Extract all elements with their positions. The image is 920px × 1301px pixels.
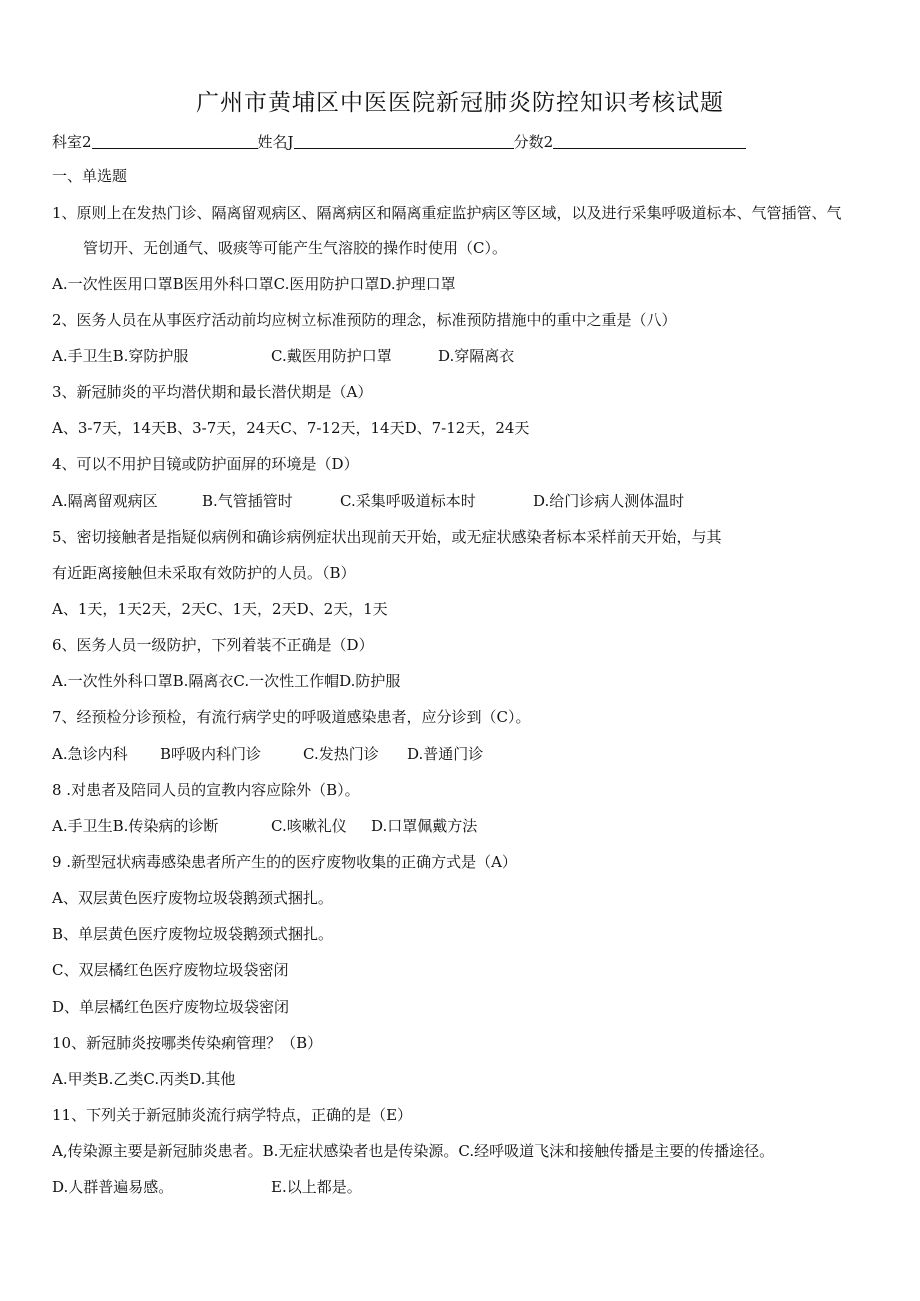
question-11-options-line2 [52, 1176, 362, 1198]
question-1-stem-line2: 管切开、无创通气、吸痰等可能产生气溶胶的操作时使用（C）。 [83, 239, 507, 257]
question-7-option-b: B呼吸内科门诊 [160, 745, 262, 763]
question-9-option-c: C、双层橘红色医疗废物垃圾袋密闭 [52, 961, 289, 979]
question-11-stem: 11、下列关于新冠肺炎流行病学特点，正确的是（E） [52, 1106, 413, 1124]
question-1-stem-line1: 1、原则上在发热门诊、隔离留观病区、隔离病区和隔离重症监护病区等区域，以及进行采集呼吸道标本、气管插管、气 [52, 204, 842, 222]
question-7-option-a: A.急诊内科 [52, 745, 128, 763]
question-4-option-a: A.隔离留观病区 [52, 492, 158, 510]
question-11-options-line1: A,传染源主要是新冠肺炎患者。B.无症状感染者也是传染源。C.经呼吸道飞沫和接触传播是主要的传播途径。 [52, 1142, 775, 1160]
question-5-stem-line1: 5、密切接触者是指疑似病例和确诊病例症状出现前天开始，或无症状感染者标本采样前天开始，与其 [52, 528, 722, 546]
question-9-stem: 9 .新型冠状病毒感染患者所产生的的医疗废物收集的正确方式是（A） [52, 853, 517, 871]
score-blank[interactable] [553, 133, 746, 149]
question-5-stem-line2: 有近距离接触但未采取有效防护的人员。（B） [52, 564, 356, 582]
question-4-option-b: B.气管插管时 [202, 492, 293, 510]
page-title: 广州市黄埔区中医医院新冠肺炎防控知识考核试题 [196, 90, 724, 116]
question-7-options [52, 743, 483, 765]
question-2-option-ab: A.手卫生B.穿防护服 [52, 347, 189, 365]
question-3-options: A、3-7天，14天B、3-7天，24天C、7-12天，14天D、7-12天，24天 [52, 419, 530, 437]
question-8-options [52, 815, 477, 837]
question-3-stem: 3、新冠肺炎的平均潜伏期和最长潜伏期是（A） [52, 383, 373, 401]
question-7-stem: 7、经预检分诊预检，有流行病学史的呼吸道感染患者，应分诊到（C）。 [52, 708, 531, 726]
question-2-options [52, 345, 514, 367]
question-9-option-d: D、单层橘红色医疗废物垃圾袋密闭 [52, 998, 290, 1016]
question-8-stem: 8 .对患者及陪同人员的宣教内容应除外（B）。 [52, 781, 360, 799]
question-9-option-a: A、双层黄色医疗废物垃圾袋鹅颈式捆扎。 [52, 889, 333, 907]
question-1-options: A.一次性医用口罩B医用外科口罩C.医用防护口罩D.护理口罩 [52, 275, 456, 293]
question-2-option-c: C.戴医用防护口罩 [271, 347, 392, 365]
question-11-option-e: E.以上都是。 [271, 1178, 362, 1196]
question-7-option-d: D.普通门诊 [407, 745, 484, 763]
question-8-option-ab: A.手卫生B.传染病的诊断 [52, 817, 219, 835]
question-8-option-c: C.咳嗽礼仪 [271, 817, 347, 835]
question-10-options: A.甲类B.乙类C.丙类D.其他 [52, 1070, 236, 1088]
question-9-option-b: B、单层黄色医疗废物垃圾袋鹅颈式捆扎。 [52, 925, 334, 943]
question-2-option-d: D.穿隔离衣 [438, 347, 515, 365]
question-2-stem: 2、医务人员在从事医疗活动前均应树立标准预防的理念，标准预防措施中的重中之重是（八） [52, 311, 677, 329]
question-10-stem: 10、新冠肺炎按哪类传染痢管理？（B） [52, 1034, 323, 1052]
question-4-option-c: C.采集呼吸道标本时 [340, 492, 476, 510]
name-label: 姓名J [257, 133, 294, 151]
question-6-stem: 6、医务人员一级防护，下列着装不正确是（D） [52, 636, 374, 654]
question-4-options [52, 490, 684, 512]
question-4-option-d: D.给门诊病人测体温时 [533, 492, 685, 510]
dept-label: 科室2 [52, 133, 92, 151]
name-blank[interactable] [294, 133, 514, 149]
question-11-option-d: D.人群普遍易感。 [52, 1178, 174, 1196]
score-label: 分数2 [513, 133, 554, 151]
question-4-stem: 4、可以不用护目镜或防护面屏的环境是（D） [52, 455, 359, 473]
question-7-option-c: C.发热门诊 [303, 745, 379, 763]
dept-blank[interactable] [92, 133, 258, 149]
question-8-option-d: D.口罩佩戴方法 [371, 817, 478, 835]
header-fields [52, 131, 746, 153]
section-heading: 一、单选题 [52, 167, 128, 185]
question-6-options: A.一次性外科口罩B.隔离衣C.一次性工作帽D.防护服 [52, 672, 401, 690]
question-5-options: A、1天，1天2天，2天C、1天，2天D、2天，1天 [52, 600, 388, 618]
